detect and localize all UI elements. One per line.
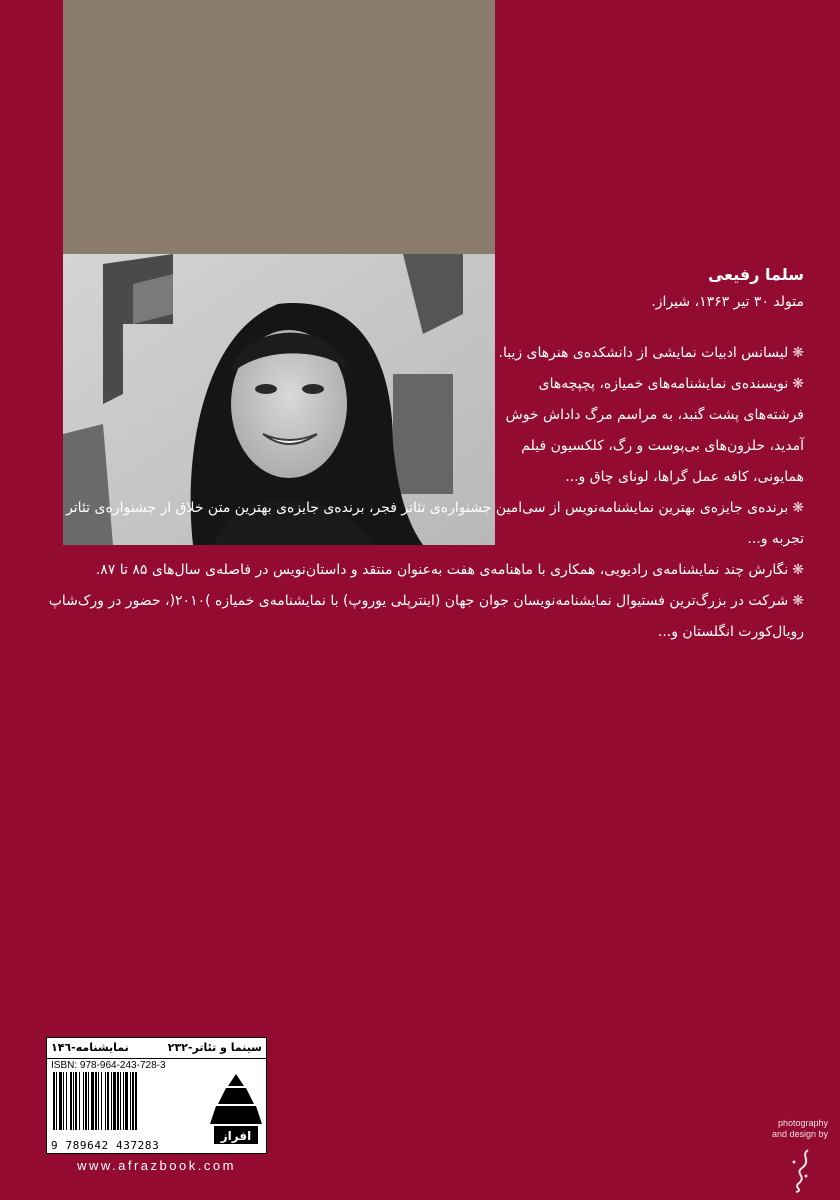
bullet-icon: ❋ — [792, 593, 804, 609]
barcode-bar — [130, 1072, 131, 1130]
barcode-bar — [63, 1072, 64, 1130]
design-credit — [772, 1118, 828, 1140]
bullet-icon: ❋ — [792, 376, 804, 392]
taupe-color-block — [63, 0, 495, 254]
barcode-box — [46, 1037, 267, 1154]
bullet-icon: ❋ — [792, 345, 804, 361]
bio-item-education — [480, 338, 804, 369]
series-cinema-label: سینما و تئاتر-۲۳۲ — [167, 1041, 262, 1054]
barcode-bar — [91, 1072, 94, 1130]
series-row — [47, 1038, 266, 1059]
bio-item-text: نویسنده‌ی نمایشنامه‌های خمیازه، پچپچه‌های فرشته‌های پشت گنبد، به مراسم مرگ داداش خوش آمدید، حلزون‌های بی‌پوست و رگ، کلکسیون فیلم همایونی، کافه عمل گراها، لونای چاق و... — [505, 376, 804, 485]
barcode-bar — [123, 1072, 124, 1130]
author-name: سلما رفیعی — [707, 265, 804, 284]
barcode-bar — [98, 1072, 99, 1130]
barcode-bar — [120, 1072, 121, 1130]
bio-item-text: شرکت در بزرگ‌ترین فستیوال نمایشنامه‌نویسان جوان جهان (اینترپلی یوروپ) با نمایشنامه‌ی خمیازه )۲۰۱۰(، حضور در ورک‌شاپ رویال‌کورت انگلستان و... — [48, 593, 804, 640]
barcode-digits: 9 789642 437283 — [51, 1139, 160, 1152]
barcode-bar — [79, 1072, 80, 1130]
barcode-bar — [66, 1072, 67, 1130]
barcode-icon — [51, 1072, 201, 1134]
barcode-bar — [135, 1072, 137, 1130]
barcode-bar — [85, 1072, 87, 1130]
credit-line-2: and design by — [771, 1129, 828, 1139]
barcode-bar — [53, 1072, 55, 1130]
publisher-logo-icon — [210, 1072, 262, 1148]
credit-line-1: photography — [777, 1118, 828, 1128]
bio-item-awards — [40, 493, 804, 555]
bio-item-text: لیسانس ادبیات نمایشی از دانشکده‌ی هنرهای زیبا. — [498, 345, 789, 361]
barcode-bar — [88, 1072, 89, 1130]
barcode-bar — [83, 1072, 84, 1130]
bullet-icon: ❋ — [792, 562, 804, 578]
barcode-bar — [101, 1072, 102, 1130]
designer-signature-icon — [786, 1146, 816, 1194]
author-bio — [40, 262, 804, 648]
barcode-bar — [59, 1072, 62, 1130]
bullet-icon: ❋ — [792, 500, 804, 516]
bio-item-text: برنده‌ی جایزه‌ی بهترین نمایشنامه‌نویس از سی‌امین جشنواره‌ی تئاتر فجر، برنده‌ی جایزه‌ی بهترین متن خلاق از جشنواره‌ی تئاتر تجربه و... — [66, 500, 804, 547]
barcode-bar — [73, 1072, 74, 1130]
barcode-bar — [117, 1072, 119, 1130]
series-play-label: نمایشنامه-۱۴٦ — [51, 1041, 129, 1054]
publisher-logo-text: افراز — [220, 1129, 252, 1143]
publisher-website: www.afrazbook.com — [77, 1158, 236, 1173]
bio-item-festival — [40, 586, 804, 648]
isbn-text: ISBN: 978-964-243-728-3 — [51, 1060, 166, 1071]
barcode-bar — [56, 1072, 57, 1130]
barcode-bar — [132, 1072, 134, 1130]
barcode-bar — [95, 1072, 97, 1130]
barcode-bar — [107, 1072, 109, 1130]
bio-item-text: نگارش چند نمایشنامه‌ی رادیویی، همکاری با ماهنامه‌ی هفت به‌عنوان منتقد و داستان‌نویس در فاصله‌ی سال‌های ۸۵ تا ۸۷. — [95, 562, 789, 578]
barcode-bar — [70, 1072, 72, 1130]
barcode-bar — [105, 1072, 106, 1130]
barcode-bar — [113, 1072, 116, 1130]
barcode-bar — [111, 1072, 112, 1130]
bio-item-radio — [40, 555, 804, 586]
barcode-bar — [75, 1072, 77, 1130]
barcode-bar — [125, 1072, 128, 1130]
author-birth-info: متولد ۳۰ تیر ۱۳۶۳، شیراز. — [651, 294, 804, 310]
bio-item-plays — [480, 369, 804, 493]
